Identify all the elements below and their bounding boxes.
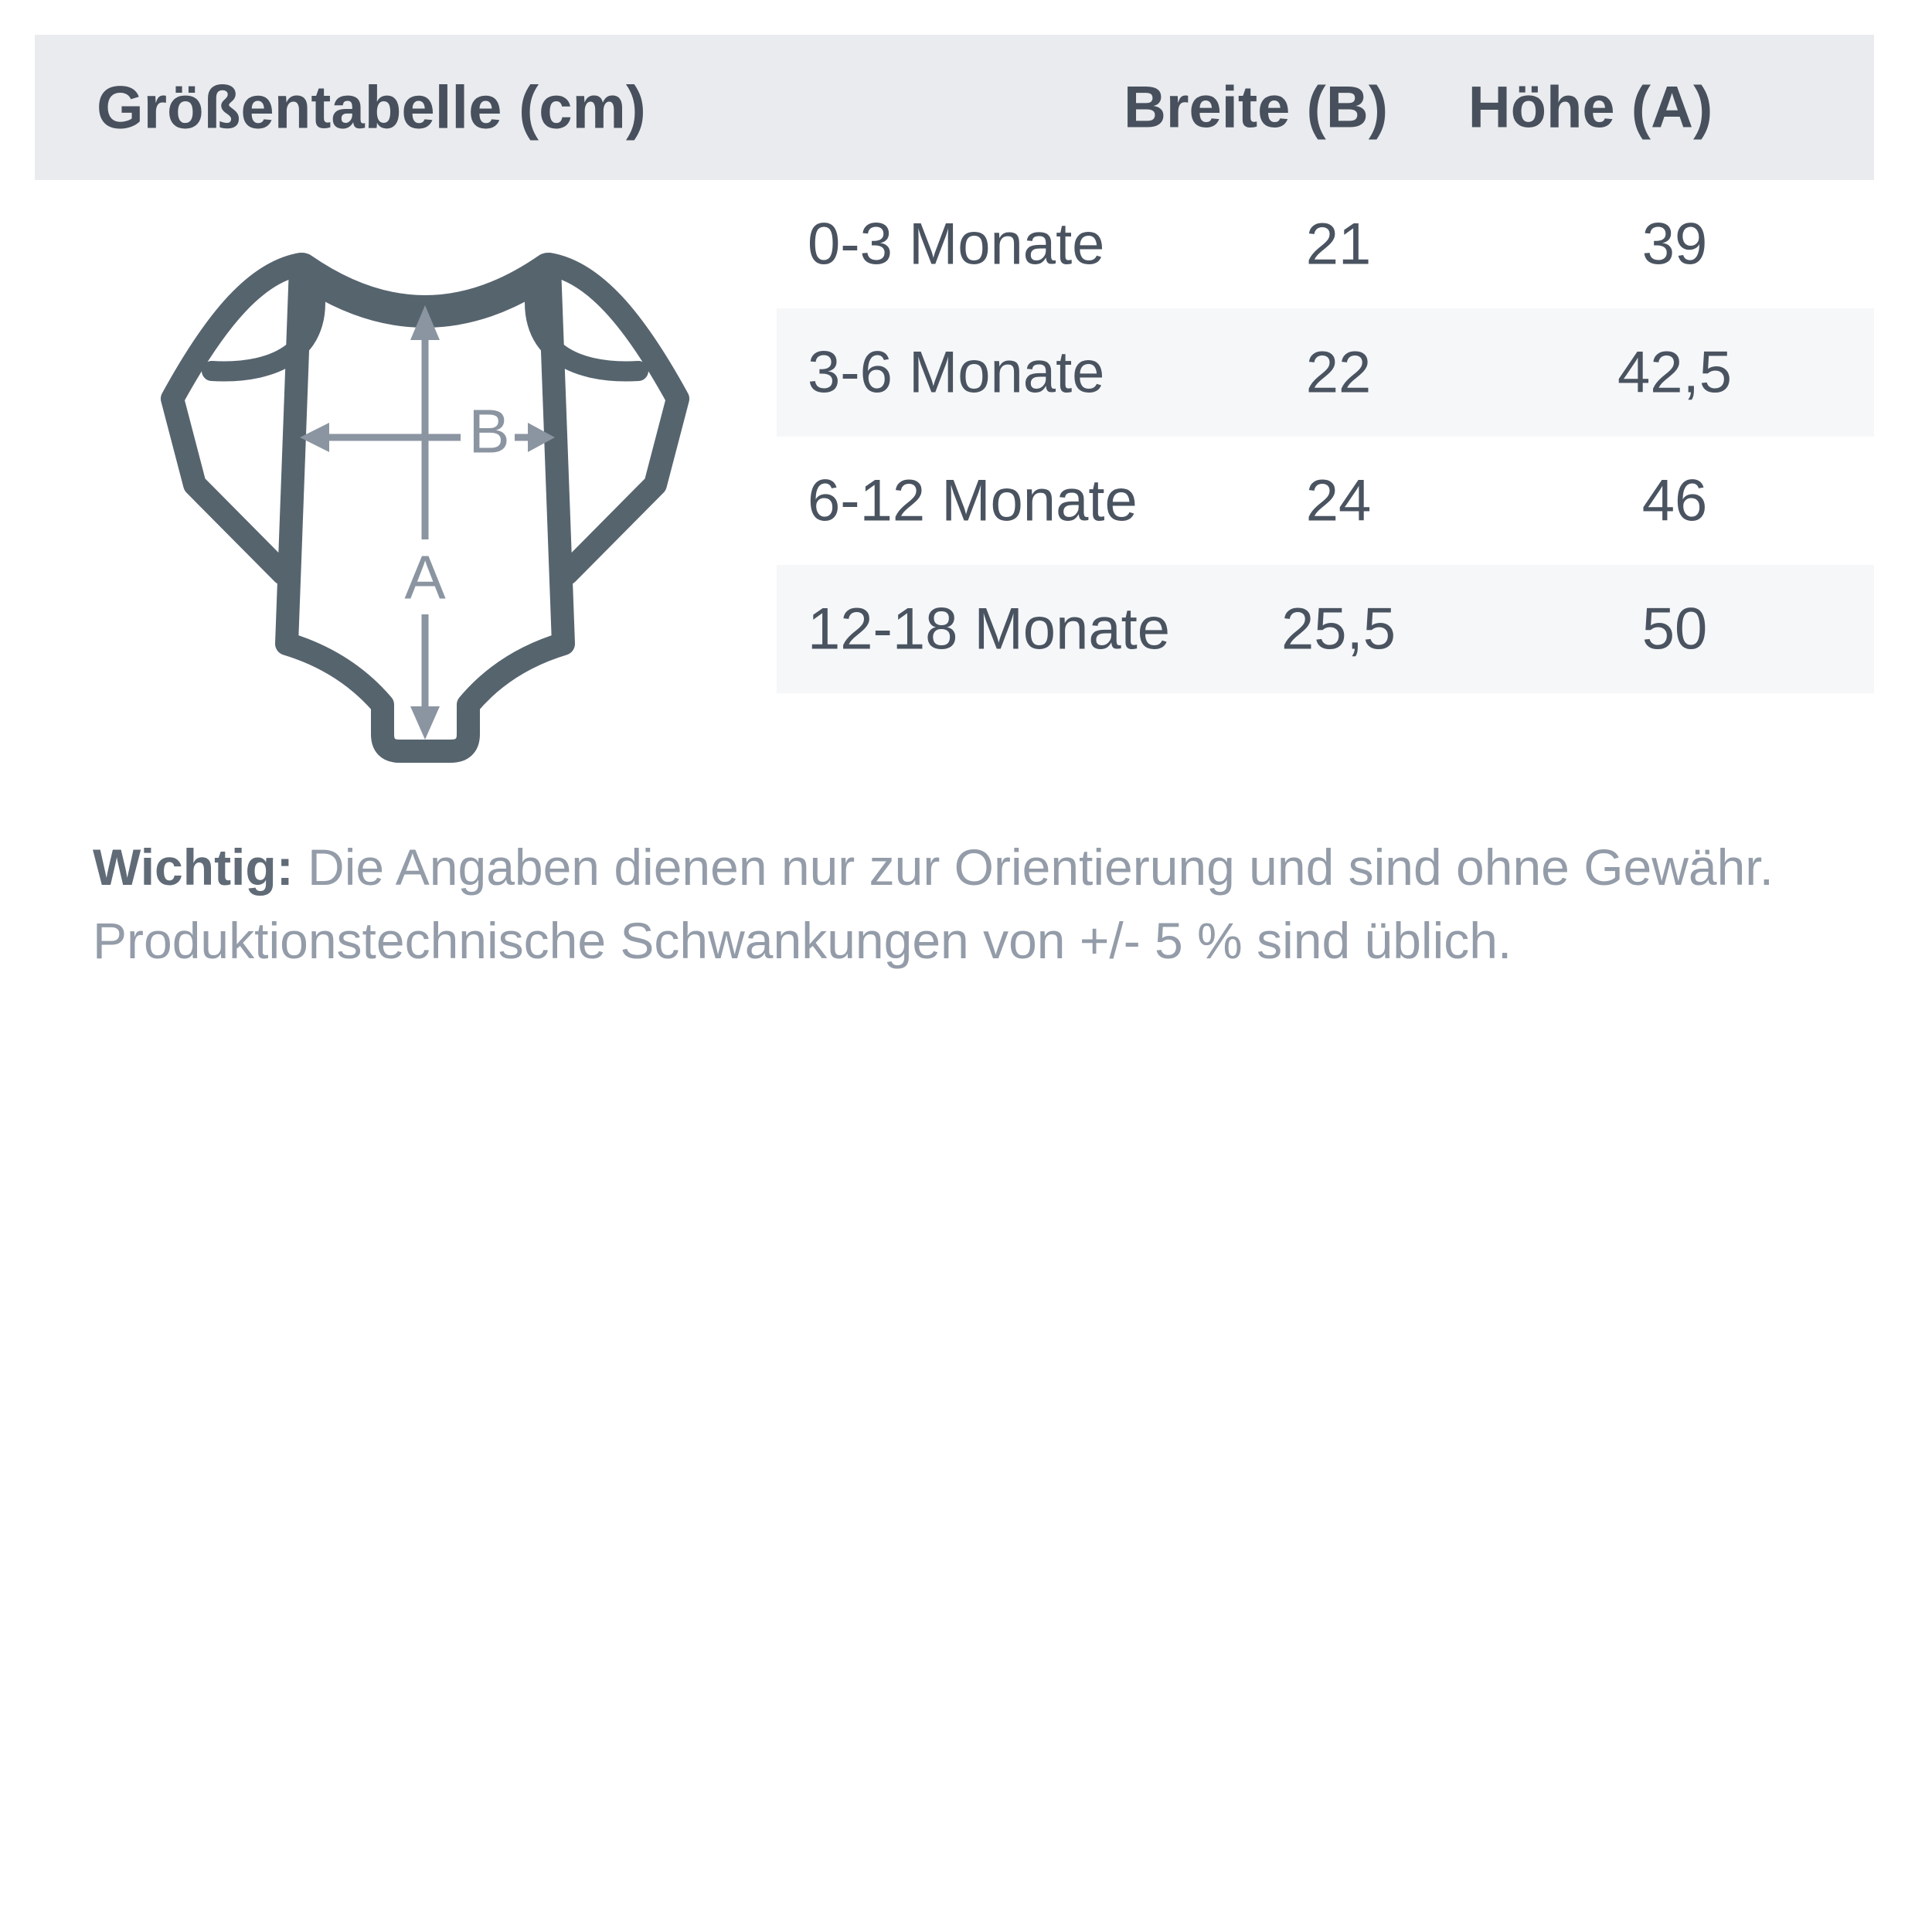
footer-note bbox=[93, 831, 1862, 978]
column-header-height: Höhe (A) bbox=[1468, 74, 1713, 141]
page-title: Größentabelle (cm) bbox=[97, 73, 646, 141]
width-arrow-label: B bbox=[468, 396, 510, 466]
column-header-width: Breite (B) bbox=[1123, 74, 1389, 141]
footer-note-line2: Produktionstechnische Schwankungen von +/- 5 % sind üblich. bbox=[93, 912, 1512, 969]
height-value: 42,5 bbox=[1617, 339, 1732, 406]
size-table bbox=[777, 180, 1874, 693]
row-label: 6-12 Monate bbox=[808, 468, 1138, 534]
height-value: 39 bbox=[1641, 211, 1708, 277]
footer-note-line1: Die Angaben dienen nur zur Orientierung und sind ohne Gewähr. bbox=[308, 838, 1774, 896]
width-value: 21 bbox=[1305, 211, 1372, 277]
row-label: 12-18 Monate bbox=[808, 596, 1170, 662]
bodysuit-diagram bbox=[155, 232, 696, 788]
height-value: 50 bbox=[1641, 596, 1708, 662]
height-value: 46 bbox=[1641, 468, 1708, 534]
table-row bbox=[777, 180, 1874, 308]
height-arrow bbox=[404, 305, 446, 740]
footer-note-prefix: Wichtig: bbox=[93, 838, 294, 896]
arrow-down-head bbox=[410, 706, 440, 740]
table-row bbox=[777, 308, 1874, 437]
width-value: 22 bbox=[1305, 339, 1372, 406]
width-value: 25,5 bbox=[1281, 596, 1396, 662]
row-label: 0-3 Monate bbox=[808, 211, 1105, 277]
table-row bbox=[777, 565, 1874, 693]
table-header-band bbox=[35, 35, 1874, 180]
width-value: 24 bbox=[1305, 468, 1372, 534]
row-label: 3-6 Monate bbox=[808, 339, 1105, 406]
height-arrow-label: A bbox=[404, 543, 446, 612]
table-row bbox=[777, 437, 1874, 565]
